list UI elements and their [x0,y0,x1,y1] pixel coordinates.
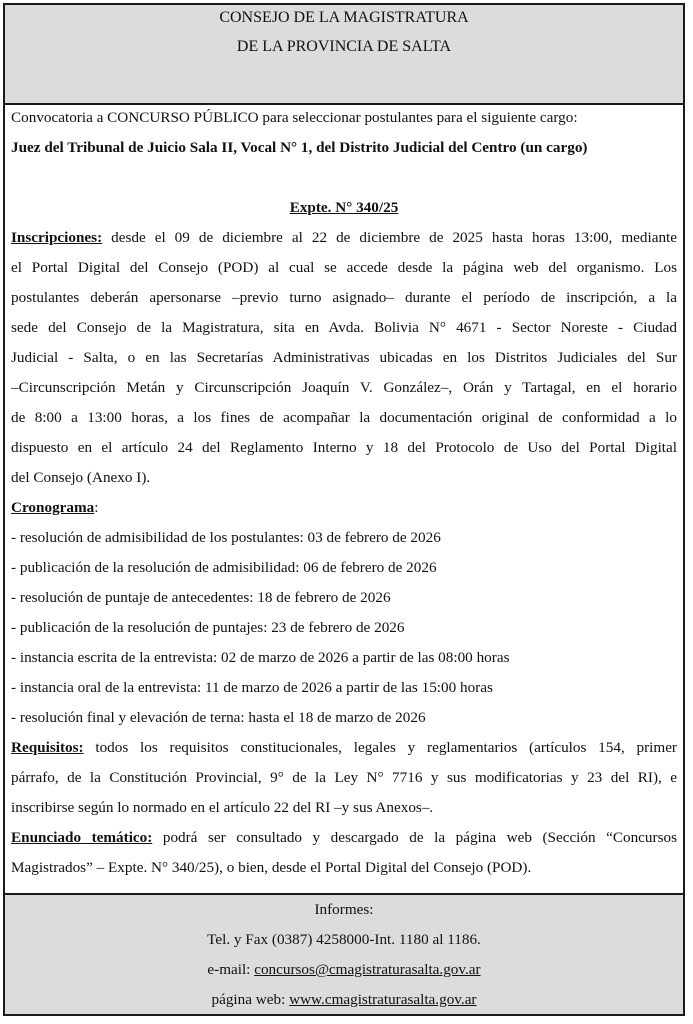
cronograma-colon: : [94,499,99,516]
enunciado-text: podrá ser consultado y descargado de la página web (Sección “Concursos [152,829,677,846]
cargo-text: Juez del Tribunal de Juicio Sala II, Vocal N° 1, del Distrito Judicial del Centro (un cargo) [11,139,588,156]
cronograma-label: Cronograma [11,499,95,516]
inscripciones-line: postulantes deberán apersonarse –previo turno asignado– durante el período de inscripción, a la [11,289,677,306]
notice-frame [3,3,685,1016]
requisitos-line: párrafo, de la Constitución Provincial, 9° de la Ley N° 7716 y sus modificatorias y 23 del RI), e [11,769,677,786]
requisitos-line-1 [11,733,677,763]
header-line-1: CONSEJO DE LA MAGISTRATURA [219,9,469,26]
cronograma-item: - instancia escrita de la entrevista: 02 de marzo de 2026 a partir de las 08:00 horas [11,649,510,666]
convocatoria-text: Convocatoria a CONCURSO PÚBLICO para seleccionar postulantes para el siguiente cargo: [11,109,578,126]
inscripciones-line: dispuesto en el artículo 24 del Reglamento Interno y 18 del Protocolo de Uso del Portal Digital [11,439,677,456]
header-line-2: DE LA PROVINCIA DE SALTA [236,38,452,55]
inscripciones-line: de 8:00 a 13:00 horas, a los fines de acompañar la documentación original de conformidad a lo [11,409,677,426]
inscripciones-line: sede del Consejo de la Magistratura, sita en Avda. Bolivia N° 4671 - Sector Noreste - Ciudad [11,319,677,336]
inscripciones-line: del Consejo (Anexo I). [11,469,151,486]
inscripciones-line: Judicial - Salta, o en las Secretarías Administrativas ubicadas en los Distritos Judiciales del Sur [11,349,677,366]
expediente-number: Expte. N° 340/25 [289,199,399,216]
cronograma-item: - resolución de puntaje de antecedentes: 18 de febrero de 2026 [11,589,391,606]
web-line [5,985,683,1015]
enunciado-label: Enunciado temático: [11,829,153,846]
cronograma-item: - resolución de admisibilidad de los postulantes: 03 de febrero de 2026 [11,529,441,546]
web-label: página web: [211,991,290,1008]
requisitos-label: Requisitos: [11,739,84,756]
header-box [5,5,683,105]
spacer [11,163,677,193]
notice-body [5,103,683,893]
email-link[interactable]: concursos@cmagistraturasalta.gov.ar [254,961,481,978]
inscripciones-line: –Circunscripción Metán y Circunscripción Joaquín V. González–, Orán y Tartagal, en el horario [11,379,677,396]
inscripciones-line: el Portal Digital del Consejo (POD) al cual se accede desde la página web del organismo. Los [11,259,677,276]
email-line [5,955,683,985]
enunciado-line: Magistrados” – Expte. N° 340/25), o bien, desde el Portal Digital del Consejo (POD). [11,859,532,876]
email-label: e-mail: [207,961,255,978]
footer-box [5,893,683,1014]
informes-title: Informes: [314,901,374,918]
inscripciones-label: Inscripciones: [11,229,103,246]
website-link[interactable]: www.cmagistraturasalta.gov.ar [289,991,477,1008]
requisitos-text: todos los requisitos constitucionales, legales y reglamentarios (artículos 154, primer [83,739,677,756]
cronograma-item: - instancia oral de la entrevista: 11 de marzo de 2026 a partir de las 15:00 horas [11,679,493,696]
inscripciones-text: desde el 09 de diciembre al 22 de diciembre de 2025 hasta horas 13:00, mediante [102,229,677,246]
inscripciones-line-1 [11,223,677,253]
cronograma-item: - publicación de la resolución de puntajes: 23 de febrero de 2026 [11,619,405,636]
enunciado-line-1 [11,823,677,853]
cronograma-item: - publicación de la resolución de admisibilidad: 06 de febrero de 2026 [11,559,437,576]
cronograma-heading [11,493,677,523]
requisitos-line: inscribirse según lo normado en el artículo 22 del RI –y sus Anexos–. [11,799,434,816]
cronograma-item: - resolución final y elevación de terna: hasta el 18 de marzo de 2026 [11,709,426,726]
phone-fax: Tel. y Fax (0387) 4258000-Int. 1180 al 1186. [207,931,481,948]
